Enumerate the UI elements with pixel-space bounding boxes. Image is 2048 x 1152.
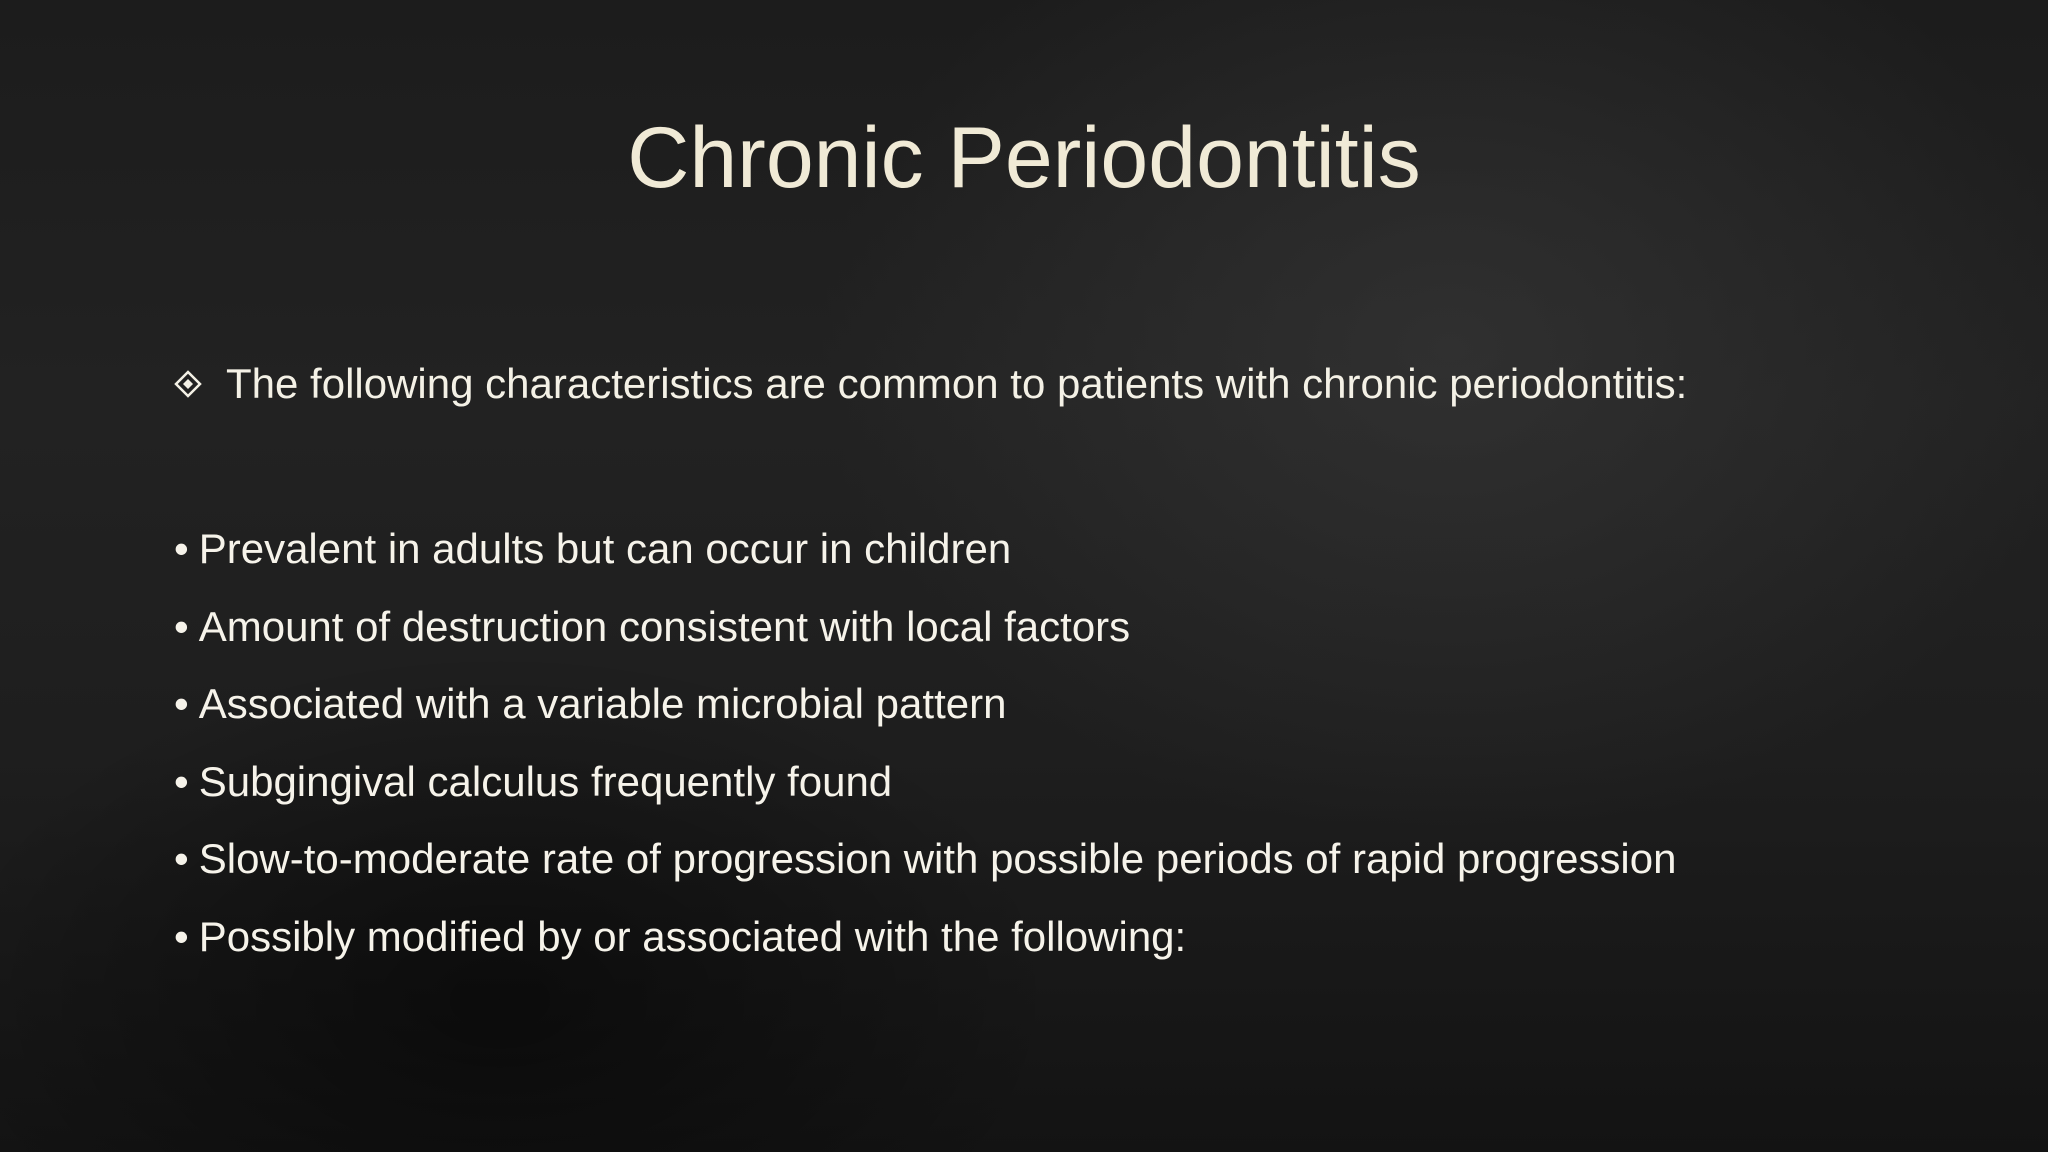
characteristics-list	[174, 510, 1676, 975]
intro-text: The following characteristics are common to patients with chronic periodontitis:	[226, 360, 1688, 407]
list-item	[174, 820, 1676, 898]
list-item	[174, 588, 1676, 666]
diamond-bullet-icon	[174, 370, 202, 398]
list-item-text: Subgingival calculus frequently found	[198, 757, 893, 805]
list-item	[174, 898, 1676, 976]
slide-title: Chronic Periodontitis	[627, 110, 1421, 206]
bullet-dot: •	[174, 757, 189, 805]
bullet-dot: •	[174, 835, 189, 882]
list-item-text: Slow-to-moderate rate of progression with possible periods of rapid progression	[198, 835, 1677, 882]
bullet-dot: •	[174, 602, 189, 650]
list-item-text: Prevalent in adults but can occur in children	[198, 525, 1012, 572]
bullet-dot: •	[174, 912, 189, 960]
list-item	[174, 665, 1676, 743]
bullet-dot: •	[174, 680, 189, 727]
list-item-text: Possibly modified by or associated with the following:	[198, 912, 1187, 960]
list-item-text: Amount of destruction consistent with local factors	[198, 602, 1131, 650]
list-item	[174, 743, 1676, 821]
intro-line	[174, 358, 1687, 410]
list-item	[174, 510, 1676, 588]
bullet-dot: •	[174, 525, 189, 572]
list-item-text: Associated with a variable microbial pattern	[198, 680, 1007, 727]
